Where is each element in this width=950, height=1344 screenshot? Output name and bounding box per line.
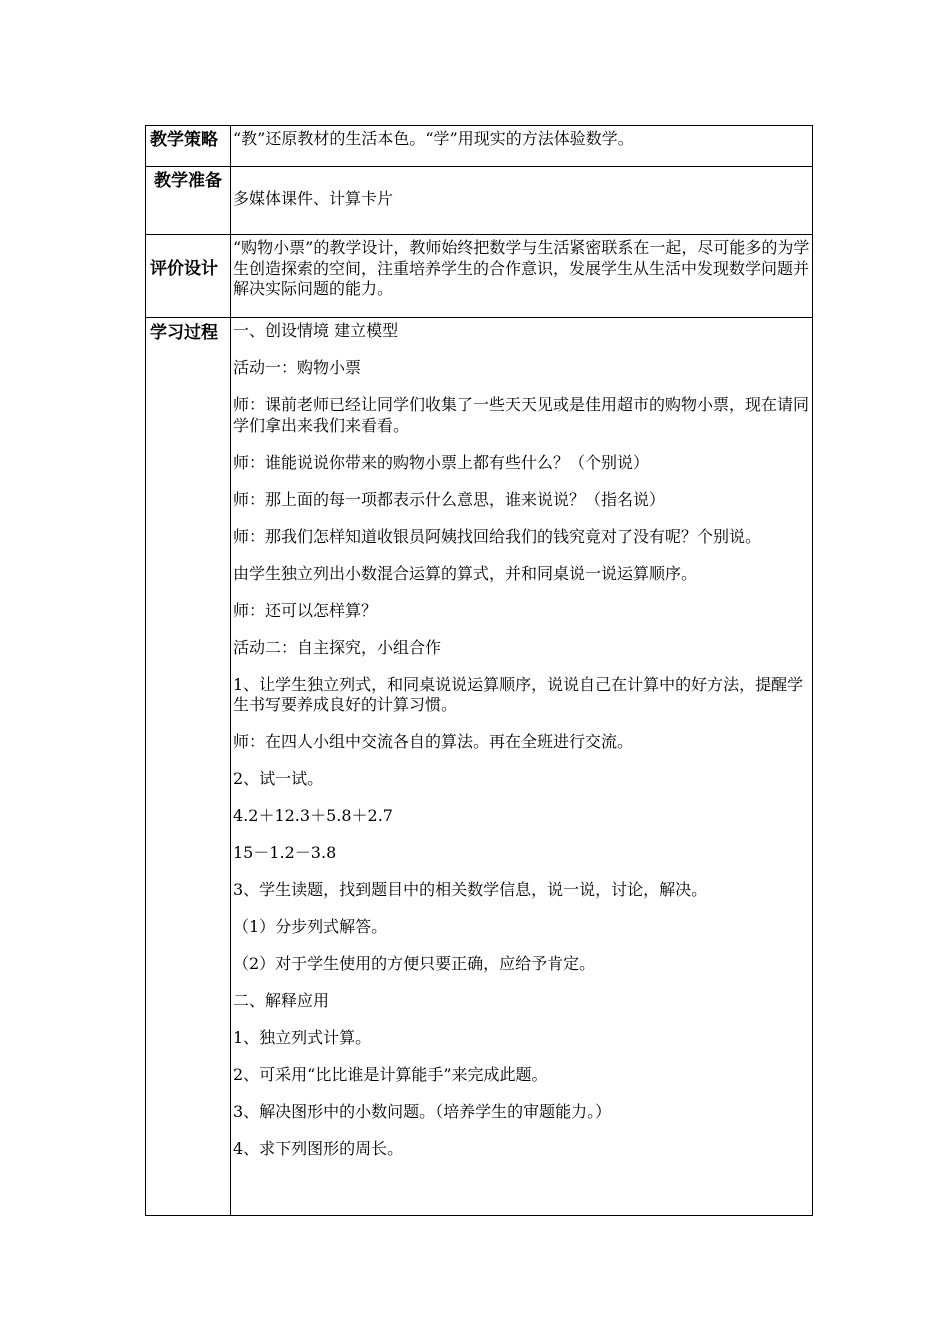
process-paragraph: 二、解释应用	[233, 991, 330, 1010]
row-learning-process	[146, 318, 813, 1216]
process-paragraph: 活动二：自主探究，小组合作	[233, 637, 442, 657]
process-paragraph: 3、解决图形中的小数问题。（培养学生的审题能力。）	[233, 1102, 612, 1121]
label-evaluation-design: 评价设计	[146, 235, 231, 318]
label-teaching-prep: 教学准备	[146, 167, 231, 235]
content-teaching-prep: 多媒体课件、计算卡片	[231, 167, 813, 235]
process-paragraph: 师：那我们怎样知道收银员阿姨找回给我们的钱究竟对了没有呢？个别说。	[233, 526, 762, 546]
process-paragraph: 3、学生读题，找到题目中的相关数学信息，说一说，讨论，解决。	[233, 880, 708, 899]
process-paragraph: 4、求下列图形的周长。	[233, 1139, 404, 1158]
lesson-plan-table	[145, 125, 813, 1216]
process-paragraph: 师：课前老师已经让同学们收集了一些天天见或是佳用超市的购物小票，现在请同学们拿出来我们来看看。	[233, 395, 810, 435]
process-paragraph: （1）分步列式解答。	[233, 917, 388, 936]
process-paragraph: 1、独立列式计算。	[233, 1028, 372, 1047]
process-paragraph: 一、创设情境 建立模型	[233, 321, 399, 340]
row-teaching-prep	[146, 167, 813, 235]
content-teaching-strategy: “教”还原教材的生活本色。“学”用现实的方法体验数学。	[231, 126, 813, 167]
process-paragraph: 师：那上面的每一项都表示什么意思，谁来说说？（指名说）	[233, 489, 666, 509]
process-paragraph: 活动一：购物小票	[233, 358, 362, 377]
label-learning-process: 学习过程	[146, 318, 231, 1216]
process-paragraph: 2、试一试。	[233, 769, 324, 788]
process-paragraph: 师：在四人小组中交流各自的算法。再在全班进行交流。	[233, 732, 634, 751]
process-paragraph: 由学生独立列出小数混合运算的算式，并和同桌说一说运算顺序。	[233, 563, 698, 583]
label-teaching-strategy: 教学策略	[146, 126, 231, 167]
row-evaluation-design	[146, 235, 813, 318]
content-evaluation-design: “购物小票”的教学设计，教师始终把数学与生活紧密联系在一起，尽可能多的为学生创造探索的空间，注重培养学生的合作意识，发展学生从生活中发现数学问题并解决实际问题的能力。	[231, 235, 813, 318]
process-paragraph: 师：还可以怎样算？	[233, 600, 378, 620]
process-paragraph: 1、让学生独立列式，和同桌说说运算顺序，说说自己在计算中的好方法，提醒学生书写要养成良好的计算习惯。	[233, 674, 804, 714]
process-paragraph: 15－1.2－3.8	[233, 843, 337, 862]
process-paragraph: 师：谁能说说你带来的购物小票上都有些什么？（个别说）	[233, 452, 650, 472]
row-teaching-strategy	[146, 126, 813, 167]
process-paragraph: 2、可采用“比比谁是计算能手”来完成此题。	[233, 1065, 548, 1084]
content-learning-process	[231, 318, 813, 1216]
process-paragraph: 4.2＋12.3＋5.8＋2.7	[233, 806, 393, 825]
process-paragraph: （2）对于学生使用的方便只要正确，应给予肯定。	[233, 954, 596, 973]
